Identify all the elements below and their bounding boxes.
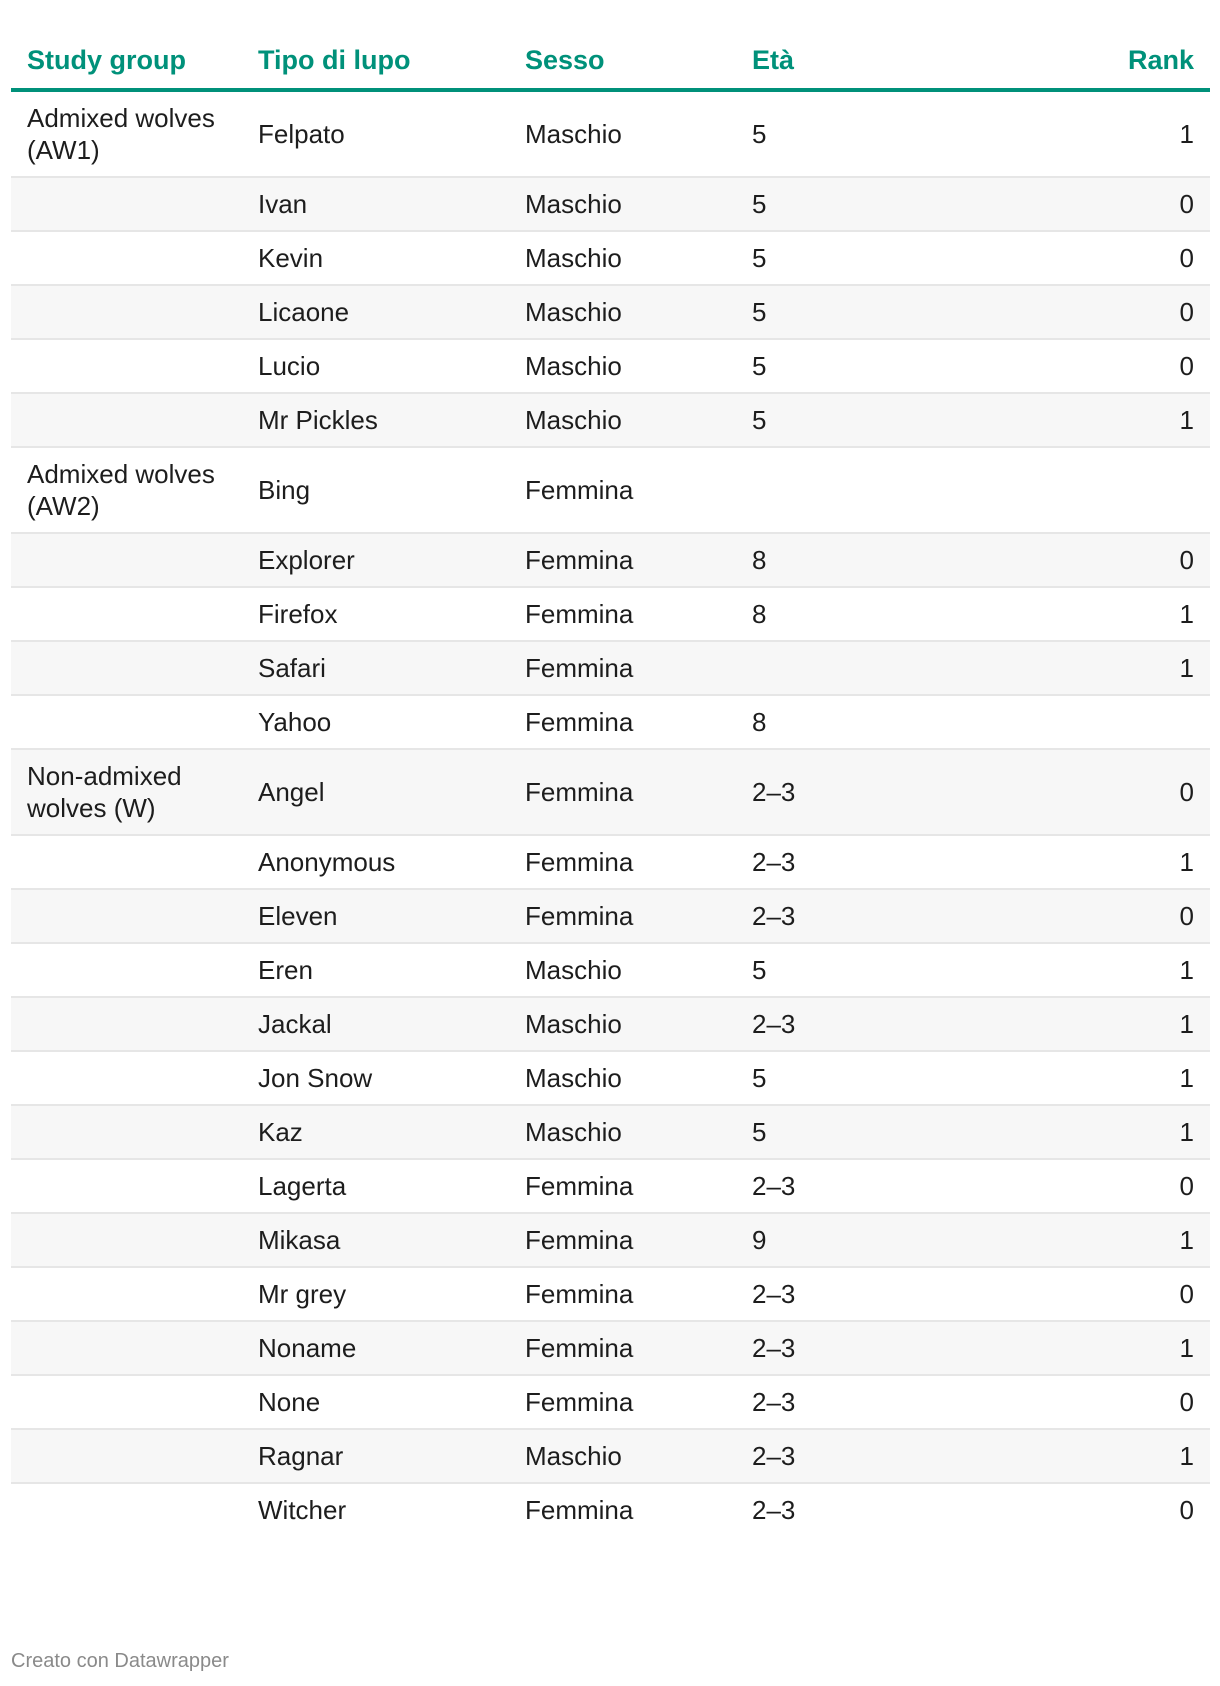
table-row — [11, 339, 1210, 393]
age-cell: 8 — [736, 695, 936, 749]
age-cell: 5 — [736, 393, 936, 447]
sex-cell: Femmina — [509, 889, 736, 943]
age-cell: 5 — [736, 339, 936, 393]
study-group-cell — [11, 1321, 242, 1375]
wolf-name-cell: Bing — [242, 447, 509, 533]
study-group-cell — [11, 1483, 242, 1536]
sex-cell: Maschio — [509, 1105, 736, 1159]
age-cell: 9 — [736, 1213, 936, 1267]
wolf-name-cell: Felpato — [242, 90, 509, 177]
table-row — [11, 90, 1210, 177]
wolf-name-cell: None — [242, 1375, 509, 1429]
study-group-cell — [11, 177, 242, 231]
age-cell: 2–3 — [736, 889, 936, 943]
sex-cell: Maschio — [509, 1429, 736, 1483]
wolf-name-cell: Licaone — [242, 285, 509, 339]
age-cell: 2–3 — [736, 1159, 936, 1213]
table-row — [11, 393, 1210, 447]
table-row — [11, 1213, 1210, 1267]
header-row — [11, 36, 1210, 90]
wolf-name-cell: Kaz — [242, 1105, 509, 1159]
age-cell: 2–3 — [736, 1375, 936, 1429]
wolf-name-cell: Eleven — [242, 889, 509, 943]
age-cell: 2–3 — [736, 997, 936, 1051]
sex-cell: Maschio — [509, 339, 736, 393]
age-cell: 5 — [736, 1051, 936, 1105]
table-row — [11, 1429, 1210, 1483]
wolf-name-cell: Mr Pickles — [242, 393, 509, 447]
study-group-cell: Admixed wolves (AW1) — [11, 90, 242, 177]
rank-cell: 1 — [936, 997, 1210, 1051]
rank-cell: 0 — [936, 285, 1210, 339]
header-sex[interactable]: Sesso — [509, 36, 736, 90]
wolf-name-cell: Explorer — [242, 533, 509, 587]
age-cell: 5 — [736, 90, 936, 177]
study-group-cell: Admixed wolves (AW2) — [11, 447, 242, 533]
study-group-cell — [11, 835, 242, 889]
sex-cell: Femmina — [509, 749, 736, 835]
rank-cell: 0 — [936, 1267, 1210, 1321]
wolves-table — [11, 36, 1210, 1536]
footer-credit[interactable]: Creato con Datawrapper — [11, 1650, 229, 1672]
sex-cell: Femmina — [509, 587, 736, 641]
rank-cell: 0 — [1179, 1495, 1194, 1525]
age-cell: 5 — [736, 177, 936, 231]
rank-cell: 1 — [936, 1051, 1210, 1105]
table-row — [11, 943, 1210, 997]
study-group-cell — [11, 641, 242, 695]
table-row — [11, 285, 1210, 339]
wolf-name-cell: Mikasa — [242, 1213, 509, 1267]
wolf-name-cell: Firefox — [242, 587, 509, 641]
rank-cell: 1 — [936, 587, 1210, 641]
wolf-name-cell: Eren — [242, 943, 509, 997]
table-row — [11, 997, 1210, 1051]
wolf-name-cell: Lagerta — [242, 1159, 509, 1213]
table-row — [11, 1321, 1210, 1375]
study-group-cell — [11, 1267, 242, 1321]
table-row — [11, 695, 1210, 749]
rank-cell: 1 — [936, 1321, 1210, 1375]
age-cell: 2–3 — [736, 749, 936, 835]
sex-cell: Maschio — [509, 393, 736, 447]
rank-cell: 1 — [936, 641, 1210, 695]
table-row — [11, 889, 1210, 943]
age-cell: 5 — [736, 943, 936, 997]
header-rank[interactable]: Rank — [936, 36, 1210, 90]
age-cell — [736, 641, 936, 695]
wolf-name-cell: Jon Snow — [242, 1051, 509, 1105]
rank-cell: 0 — [936, 533, 1210, 587]
sex-cell: Femmina — [509, 641, 736, 695]
rank-cell: 1 — [936, 1429, 1210, 1483]
rank-cell: 0 — [936, 889, 1210, 943]
sex-cell: Maschio — [509, 90, 736, 177]
table-row — [11, 231, 1210, 285]
table-row — [11, 447, 1210, 533]
wolf-name-cell: Safari — [242, 641, 509, 695]
study-group-cell — [11, 997, 242, 1051]
rank-cell: 1 — [936, 1105, 1210, 1159]
age-cell — [736, 447, 936, 533]
study-group-cell — [11, 339, 242, 393]
study-group-cell — [11, 695, 242, 749]
header-wolf-name[interactable]: Tipo di lupo — [242, 36, 509, 90]
age-cell: 2–3 — [736, 1321, 936, 1375]
study-group-cell — [11, 1213, 242, 1267]
wolf-name-cell: Noname — [242, 1321, 509, 1375]
wolf-name-cell: Witcher — [258, 1495, 347, 1525]
sex-cell: Femmina — [509, 533, 736, 587]
header-study-group[interactable]: Study group — [11, 36, 242, 90]
table-row — [11, 1483, 1210, 1536]
table-row — [11, 749, 1210, 835]
study-group-cell — [11, 1159, 242, 1213]
sex-cell: Maschio — [509, 997, 736, 1051]
sex-cell: Femmina — [509, 447, 736, 533]
sex-cell: Maschio — [509, 285, 736, 339]
sex-cell: Femmina — [509, 1159, 736, 1213]
rank-cell: 1 — [936, 90, 1210, 177]
table-row — [11, 177, 1210, 231]
study-group-cell — [11, 1429, 242, 1483]
sex-cell: Femmina — [509, 1375, 736, 1429]
age-cell: 2–3 — [752, 1495, 796, 1525]
rank-cell — [936, 695, 1210, 749]
study-group-cell — [11, 393, 242, 447]
wolf-name-cell: Lucio — [242, 339, 509, 393]
table-row — [11, 533, 1210, 587]
sex-cell: Femmina — [525, 1495, 634, 1525]
rank-cell: 1 — [936, 835, 1210, 889]
study-group-cell — [11, 1051, 242, 1105]
study-group-cell — [11, 1105, 242, 1159]
sex-cell: Maschio — [509, 231, 736, 285]
rank-cell: 1 — [936, 393, 1210, 447]
age-cell: 2–3 — [736, 1267, 936, 1321]
age-cell: 8 — [736, 533, 936, 587]
table-row — [11, 1051, 1210, 1105]
study-group-cell — [11, 231, 242, 285]
sex-cell: Femmina — [509, 695, 736, 749]
rank-cell — [936, 447, 1210, 533]
rank-cell: 1 — [936, 1213, 1210, 1267]
rank-cell: 1 — [936, 943, 1210, 997]
wolf-name-cell: Anonymous — [242, 835, 509, 889]
wolf-name-cell: Angel — [242, 749, 509, 835]
study-group-cell: Non-admixed wolves (W) — [11, 749, 242, 835]
wolf-name-cell: Yahoo — [242, 695, 509, 749]
sex-cell: Femmina — [509, 835, 736, 889]
age-cell: 2–3 — [736, 835, 936, 889]
table-row — [11, 641, 1210, 695]
rank-cell: 0 — [936, 749, 1210, 835]
sex-cell: Femmina — [509, 1267, 736, 1321]
wolf-name-cell: Jackal — [242, 997, 509, 1051]
rank-cell: 0 — [936, 177, 1210, 231]
study-group-cell — [11, 889, 242, 943]
table-row — [11, 1105, 1210, 1159]
age-cell: 2–3 — [736, 1429, 936, 1483]
sex-cell: Femmina — [509, 1213, 736, 1267]
wolf-name-cell: Ragnar — [242, 1429, 509, 1483]
age-cell: 5 — [736, 1105, 936, 1159]
rank-cell: 0 — [936, 339, 1210, 393]
study-group-cell — [11, 533, 242, 587]
table-row — [11, 1375, 1210, 1429]
wolf-name-cell: Kevin — [242, 231, 509, 285]
sex-cell: Femmina — [509, 1321, 736, 1375]
study-group-cell — [11, 1375, 242, 1429]
study-group-cell — [11, 285, 242, 339]
wolf-name-cell: Ivan — [242, 177, 509, 231]
table-row — [11, 1159, 1210, 1213]
rank-cell: 0 — [936, 1375, 1210, 1429]
wolf-name-cell: Mr grey — [242, 1267, 509, 1321]
sex-cell: Maschio — [509, 1051, 736, 1105]
rank-cell: 0 — [936, 231, 1210, 285]
rank-cell: 0 — [936, 1159, 1210, 1213]
table-row — [11, 1267, 1210, 1321]
table-row — [11, 587, 1210, 641]
study-group-cell — [11, 943, 242, 997]
study-group-cell — [11, 587, 242, 641]
table-row — [11, 835, 1210, 889]
header-age[interactable]: Età — [736, 36, 936, 90]
age-cell: 5 — [736, 285, 936, 339]
sex-cell: Maschio — [509, 943, 736, 997]
age-cell: 8 — [736, 587, 936, 641]
age-cell: 5 — [736, 231, 936, 285]
sex-cell: Maschio — [509, 177, 736, 231]
